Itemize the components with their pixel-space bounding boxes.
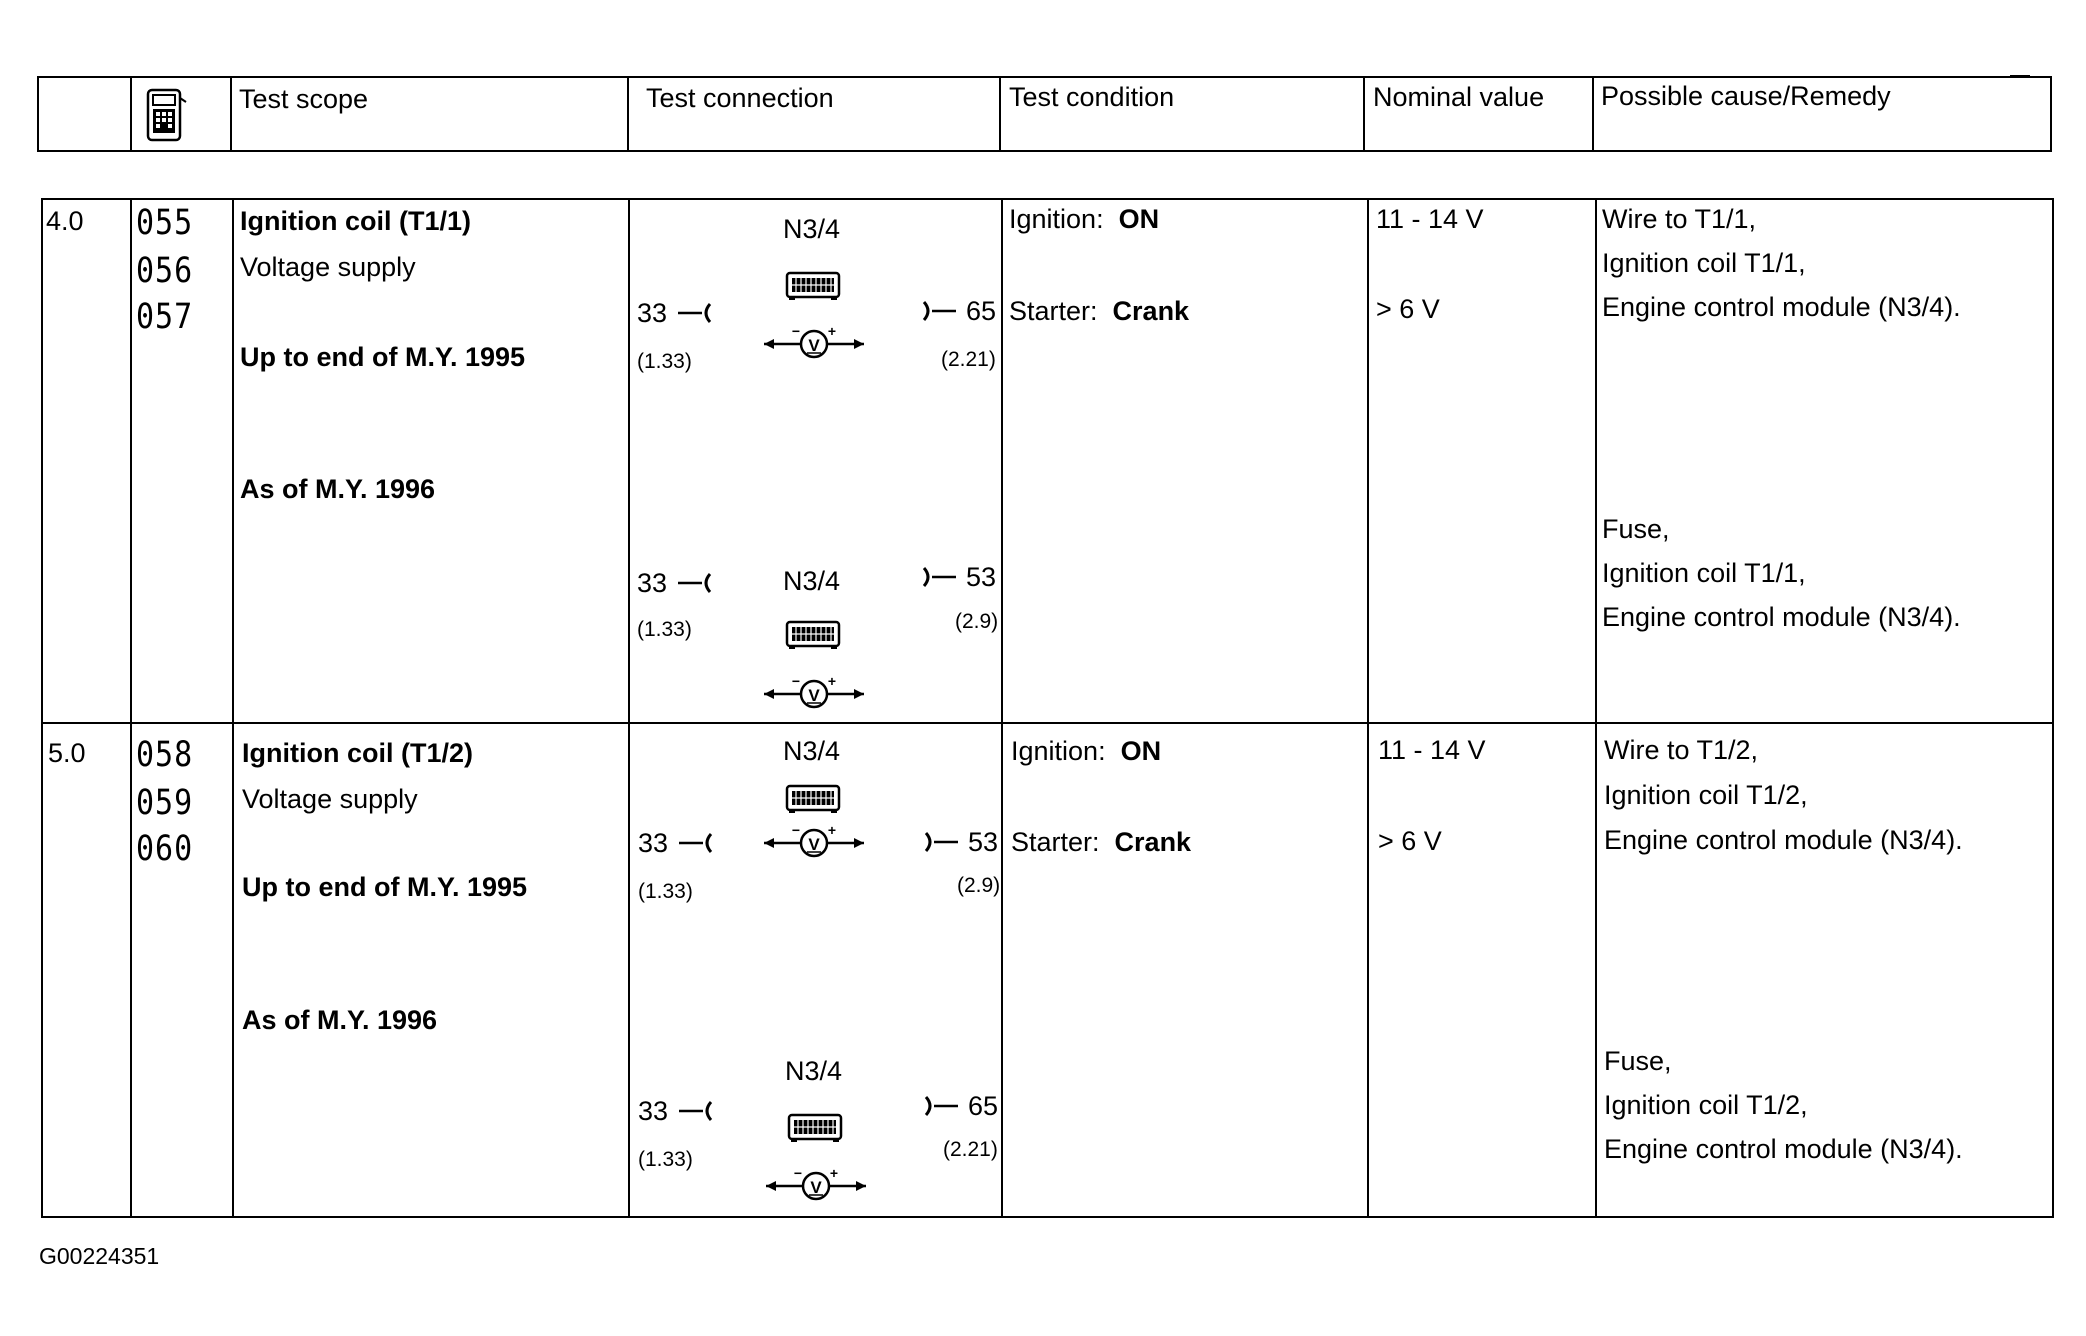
remedy-line: Ignition coil T1/2,	[1604, 1090, 1808, 1120]
variant-heading: Up to end of M.Y. 1995	[242, 872, 528, 902]
svg-text:+: +	[827, 324, 837, 339]
test-code: 060	[136, 828, 194, 870]
step-number: 5.0	[48, 738, 86, 768]
test-code: 056	[136, 250, 194, 292]
nominal-value: > 6 V	[1378, 826, 1442, 856]
condition-starter	[1011, 827, 1191, 857]
condition-starter	[1009, 296, 1189, 326]
variant-heading: Up to end of M.Y. 1995	[240, 342, 526, 372]
connector-module-icon	[787, 1112, 843, 1144]
header-nominal-value: Nominal value	[1373, 82, 1545, 112]
body-divider-1	[130, 198, 132, 1218]
probe-left-icon	[676, 571, 716, 595]
condition-ignition	[1009, 204, 1159, 234]
remedy-line: Engine control module (N3/4).	[1602, 292, 1961, 322]
probe-left-icon	[677, 831, 717, 855]
remedy-line: Fuse,	[1602, 514, 1670, 544]
probe-left-icon	[677, 1099, 717, 1123]
right-pin-sub: (2.21)	[943, 1138, 998, 1161]
header-divider-2	[230, 76, 232, 152]
nominal-value: 11 - 14 V	[1378, 735, 1486, 765]
svg-text:V: V	[810, 1178, 822, 1197]
right-pin-number: 53	[968, 827, 999, 857]
body-divider-3	[628, 198, 630, 1218]
remedy-line: Ignition coil T1/1,	[1602, 558, 1806, 588]
right-pin-sub: (2.9)	[957, 874, 1001, 897]
svg-text:−: −	[791, 823, 801, 838]
module-label: N3/4	[783, 214, 841, 244]
nominal-value: > 6 V	[1376, 294, 1440, 324]
test-title: Ignition coil (T1/1)	[240, 206, 471, 236]
left-pin-sub: (1.33)	[637, 350, 692, 373]
right-pin-number: 65	[966, 296, 997, 326]
test-subtitle: Voltage supply	[240, 252, 416, 282]
svg-text:V: V	[808, 686, 820, 705]
remedy-line: Wire to T1/2,	[1604, 735, 1759, 765]
test-title: Ignition coil (T1/2)	[242, 738, 473, 768]
condition-value: ON	[1120, 736, 1162, 766]
connector-module-icon	[785, 270, 841, 302]
right-pin-number: 53	[966, 562, 997, 592]
header-divider-1	[130, 76, 132, 152]
voltmeter-icon	[762, 674, 866, 710]
remedy-line: Fuse,	[1604, 1046, 1672, 1076]
condition-label: Ignition:	[1009, 204, 1104, 234]
remedy-line: Ignition coil T1/1,	[1602, 248, 1806, 278]
condition-label: Starter:	[1009, 296, 1098, 326]
svg-text:+: +	[827, 823, 837, 838]
body-divider-5	[1367, 198, 1369, 1218]
svg-text:V: V	[808, 336, 820, 355]
nominal-value: 11 - 14 V	[1376, 204, 1484, 234]
left-pin-sub: (1.33)	[638, 1148, 693, 1171]
condition-label: Ignition:	[1011, 736, 1106, 766]
remedy-line: Engine control module (N3/4).	[1602, 602, 1961, 632]
test-code: 055	[136, 202, 194, 244]
probe-right-icon	[920, 830, 960, 854]
test-subtitle: Voltage supply	[242, 784, 418, 814]
left-pin-number: 33	[637, 298, 668, 328]
header-divider-4	[999, 76, 1001, 152]
body-divider-4	[1001, 198, 1003, 1218]
condition-value: Crank	[1112, 296, 1190, 326]
condition-label: Starter:	[1011, 827, 1100, 857]
test-code: 057	[136, 296, 194, 338]
module-label: N3/4	[783, 736, 841, 766]
voltmeter-icon	[762, 324, 866, 360]
voltmeter-icon	[764, 1166, 868, 1202]
figure-id: G00224351	[39, 1243, 160, 1269]
header-test-scope: Test scope	[239, 84, 369, 114]
test-code: 059	[136, 782, 194, 824]
probe-right-icon	[920, 1094, 960, 1118]
module-label: N3/4	[783, 566, 841, 596]
connector-module-icon	[785, 619, 841, 651]
variant-heading: As of M.Y. 1996	[240, 474, 436, 504]
left-pin-number: 33	[638, 828, 669, 858]
condition-value: ON	[1118, 204, 1160, 234]
test-code: 058	[136, 734, 194, 776]
svg-text:−: −	[791, 324, 801, 339]
condition-value: Crank	[1114, 827, 1192, 857]
remedy-line: Engine control module (N3/4).	[1604, 1134, 1963, 1164]
header-divider-5	[1363, 76, 1365, 152]
svg-text:−: −	[791, 674, 801, 689]
left-pin-number: 33	[638, 1096, 669, 1126]
remedy-line: Ignition coil T1/2,	[1604, 780, 1808, 810]
left-pin-sub: (1.33)	[638, 880, 693, 903]
remedy-line: Engine control module (N3/4).	[1604, 825, 1963, 855]
step-number: 4.0	[46, 206, 84, 236]
module-label: N3/4	[785, 1056, 843, 1086]
condition-ignition	[1011, 736, 1161, 766]
right-pin-sub: (2.9)	[955, 610, 999, 633]
header-top-extension	[2010, 75, 2030, 77]
remedy-line: Wire to T1/1,	[1602, 204, 1757, 234]
header-divider-6	[1592, 76, 1594, 152]
voltmeter-icon	[762, 823, 866, 859]
left-pin-number: 33	[637, 568, 668, 598]
svg-text:+: +	[829, 1166, 839, 1181]
left-pin-sub: (1.33)	[637, 618, 692, 641]
header-possible-cause: Possible cause/Remedy	[1601, 81, 1891, 111]
right-pin-sub: (2.21)	[941, 348, 996, 371]
right-pin-number: 65	[968, 1091, 999, 1121]
header-test-condition: Test condition	[1009, 82, 1175, 112]
svg-text:+: +	[827, 674, 837, 689]
svg-text:V: V	[808, 835, 820, 854]
row-separator	[41, 722, 2054, 724]
probe-right-icon	[918, 565, 958, 589]
svg-text:−: −	[793, 1166, 803, 1181]
body-divider-2	[232, 198, 234, 1218]
probe-left-icon	[676, 301, 716, 325]
body-divider-6	[1595, 198, 1597, 1218]
connector-module-icon	[785, 783, 841, 815]
hand-held-tester-icon	[144, 88, 188, 144]
variant-heading: As of M.Y. 1996	[242, 1005, 438, 1035]
header-test-connection: Test connection	[646, 83, 834, 113]
header-divider-3	[627, 76, 629, 152]
probe-right-icon	[918, 299, 958, 323]
